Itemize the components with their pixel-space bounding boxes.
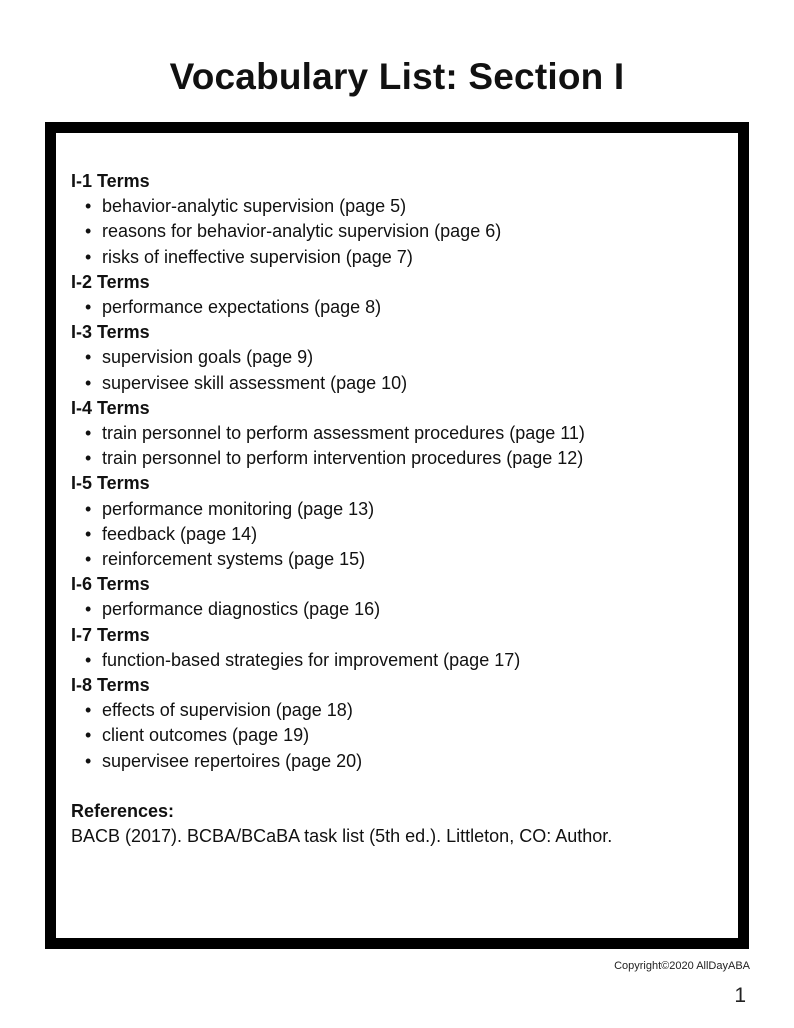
term-text: function-based strategies for improvement (page 17) [102,649,521,670]
term-text: effects of supervision (page 18) [102,700,353,721]
references-block [71,799,731,849]
term-list [71,597,731,622]
list-item [71,371,731,396]
bullet-icon: • [85,448,92,469]
bullet-icon: • [85,599,92,620]
term-text: supervisee skill assessment (page 10) [102,372,408,393]
term-text: performance monitoring (page 13) [102,498,375,519]
list-item [71,245,731,270]
list-item [71,648,731,673]
term-text: client outcomes (page 19) [102,725,310,746]
bullet-icon: • [85,649,92,670]
list-item [71,723,731,748]
references-heading: References: [71,800,175,821]
term-list [71,295,731,320]
term-list [71,345,731,395]
list-item [71,194,731,219]
section-heading: I-5 Terms [71,473,150,494]
section-heading: I-4 Terms [71,397,150,418]
section-heading: I-6 Terms [71,574,150,595]
bullet-icon: • [85,725,92,746]
list-item [71,446,731,471]
bullet-icon: • [85,523,92,544]
bullet-icon: • [85,750,92,771]
term-list [71,497,731,573]
term-sections [71,169,731,774]
list-item [71,749,731,774]
bullet-icon: • [85,423,92,444]
term-list [71,421,731,471]
page-title: Vocabulary List: Section I [169,56,625,97]
section-heading: I-7 Terms [71,624,150,645]
term-text: performance expectations (page 8) [102,297,382,318]
bullet-icon: • [85,498,92,519]
term-text: performance diagnostics (page 16) [102,599,381,620]
term-text: train personnel to perform assessment procedures (page 11) [102,423,585,444]
list-item [71,547,731,572]
bullet-icon: • [85,372,92,393]
term-text: train personnel to perform intervention procedures (page 12) [102,448,584,469]
bullet-icon: • [85,549,92,570]
bullet-icon: • [85,700,92,721]
bullet-icon: • [85,221,92,242]
term-text: feedback (page 14) [102,523,258,544]
list-item [71,219,731,244]
list-item [71,345,731,370]
term-list [71,648,731,673]
term-text: supervision goals (page 9) [102,347,314,368]
page-number: 1 [734,984,746,1007]
references-text: BACB (2017). BCBA/BCaBA task list (5th ed.). Littleton, CO: Author. [71,826,613,847]
list-item [71,698,731,723]
term-text: reinforcement systems (page 15) [102,549,366,570]
section-heading: I-1 Terms [71,171,150,191]
term-text: reasons for behavior-analytic supervision (page 6) [102,221,502,242]
copyright-notice: Copyright©2020 AllDayABA [614,960,750,972]
list-item [71,522,731,547]
section-heading: I-3 Terms [71,322,150,343]
section-heading: I-2 Terms [71,271,150,292]
vocabulary-content [71,169,731,849]
term-text: risks of ineffective supervision (page 7) [102,246,413,267]
term-text: supervisee repertoires (page 20) [102,750,363,771]
list-item [71,295,731,320]
list-item [71,597,731,622]
term-list [71,194,731,270]
term-text: behavior-analytic supervision (page 5) [102,196,407,217]
list-item [71,497,731,522]
bullet-icon: • [85,196,92,217]
bullet-icon: • [85,347,92,368]
list-item [71,421,731,446]
section-heading: I-8 Terms [71,675,150,696]
bullet-icon: • [85,246,92,267]
bullet-icon: • [85,297,92,318]
term-list [71,698,731,774]
